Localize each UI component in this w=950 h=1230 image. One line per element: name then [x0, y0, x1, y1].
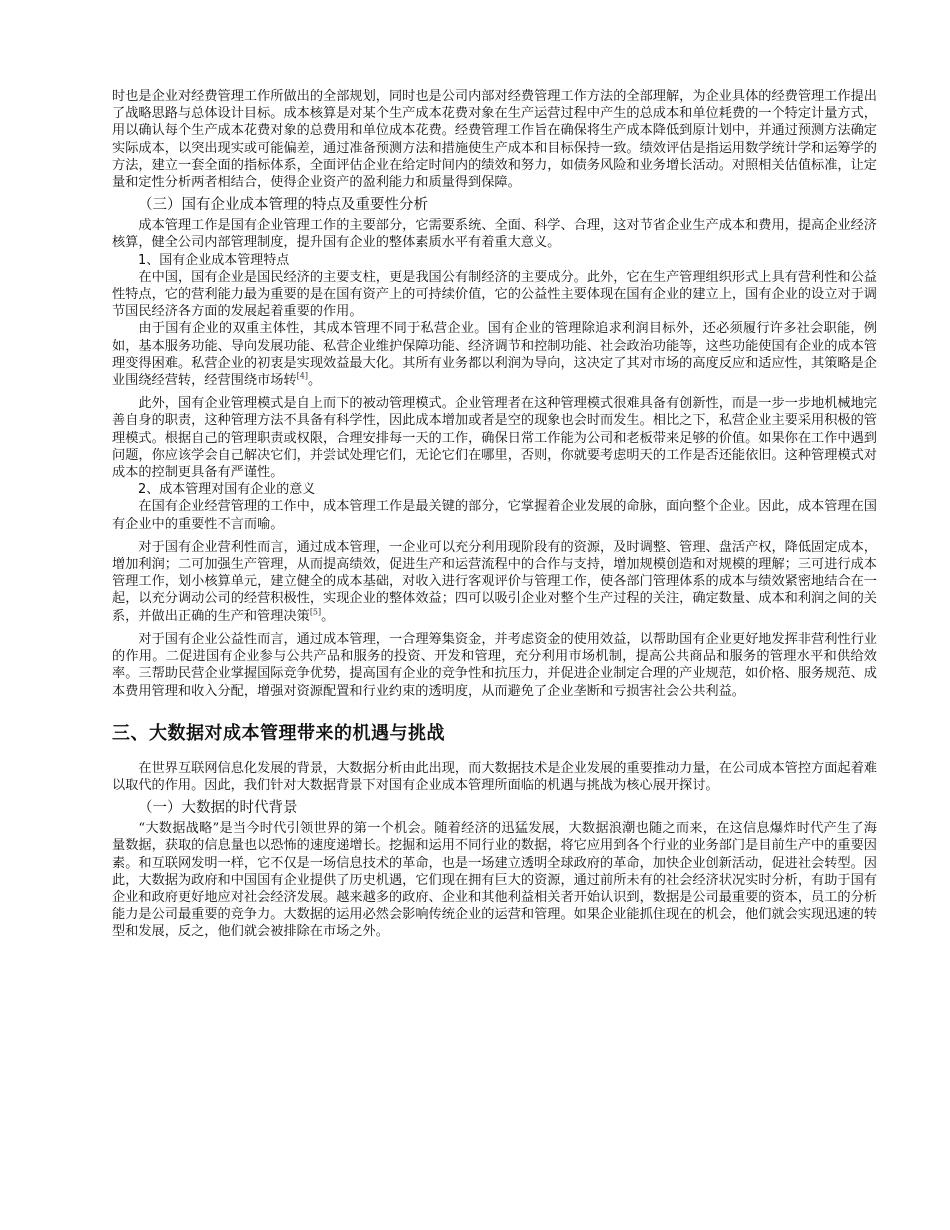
- paragraph-management-mode: 此外，国有企业管理模式是自上而下的被动管理模式。企业管理者在这种管理模式很难具备有创新性，而是一步一步地机械地完善自身的职责，这种管理方法不具备有科学性，因此成本增加或者是空的现象也会时而发生。相比之下，私营企业主要采用积极的管理模式。根据自己的管理职责或权限，合理安排每一天的工作，确保日常工作能为公司和老板带来足够的价值。如果你在工作中遇到问题，你应该学会自己解决它们，并尝试处理它们，无论它们在哪里，否则，你就要考虑明天的工作是否还能依旧。这种管理模式对成本的控制更具备有严谨性。: [112, 396, 877, 481]
- paragraph-text: 对于国有企业营利性而言，通过成本管理，一企业可以充分利用现阶段有的资源，及时调整、管理、盘活产权，降低固定成本，增加利润；二可加强生产管理，从而提高绩效，促进生产和运营流程中的合作与支持，增加规模创造和对规模的理解；三可进行成本管理工作，划小核算单元，建立健全的成本基础，对收入进行客观评价与管理工作，使各部门管理体系的成本与绩效紧密地结合在一起，以充分调动公司的经营积极性，实现企业的整体效益；四可以吸引企业对整个生产过程的关注，确定数量、成本和利润之间的关系，并做出正确的生产和管理决策: [112, 539, 877, 624]
- paragraph-text: 由于国有企业的双重主体性，其成本管理不同于私营企业。国有企业的管理除追求利润目标外，还必须履行许多社会职能，例如，基本服务功能、导向发展功能、私营企业维护保障功能、经济调节和控制功能、社会政治功能等，这些功能使国有企业的成本管理变得困难。私营企业的初衷是实现效益最大化。其所有业务都以利润为导向，这决定了其对市场的高度反应和适应性，其策略是企业围绕经营转，经营围绕市场转: [112, 321, 877, 389]
- paragraph-cost-management-intro: 成本管理工作是国有企业管理工作的主要部分，它需要系统、全面、科学、合理，这对节省企业生产成本和费用，提高企业经济核算，健全公司内部管理制度，提升国有企业的整体素质水平有着重大意义。: [112, 218, 877, 251]
- paragraph-key-part: 在国有企业经营管理的工作中，成本管理工作是最关键的部分，它掌握着企业发展的命脉，面向整个企业。因此，成本管理在国有企业中的重要性不言而喻。: [112, 499, 877, 532]
- citation-ref: [5]: [309, 607, 322, 617]
- paragraph-end-punct: 。: [307, 373, 322, 389]
- paragraph-public-welfare: 对于国有企业公益性而言，通过成本管理，一合理筹集资金，并考虑资金的使用效益，以帮助国有企业更好地发挥非营利性行业的作用。二促进国有企业参与公共产品和服务的投资、开发和管理，充分利用市场机制，提高公共商品和服务的管理水平和供给效率。三帮助民营企业掌握国际竞争优势，提高国有企业的竞争性和抗压力，并促进企业制定合理的产业规范，如价格、服务规范、成本费用管理和收入分配，增强对资源配置和行业约束的透明度，从而避免了企业垄断和亏损害社会公共利益。: [112, 631, 877, 699]
- paragraph-dual-subject: [112, 320, 877, 389]
- paragraph-continued: 时也是企业对经费管理工作所做出的全部规划，同时也是公司内部对经费管理工作方法的全部理解，为企业具体的经费管理工作提出了战略思路与总体设计目标。成本核算是对某个生产成本花费对象在生产运营过程中产生的总成本和单位耗费的一个特定计量方式，用以确认每个生产成本花费对象的总费用和单位成本花费。经费管理工作旨在确保将生产成本降低到原计划中，并通过预测方法确定实际成本，以突出现实或可能偏差，通过准备预测方法和措施使生产成本和目标保持一致。绩效评估是指运用数学统计学和运筹学的方法，建立一套全面的指标体系，全面评估企业在给定时间内的绩效和努力，如债务风险和业务增长活动。对照相关估值标准，让定量和定性分析两者相结合，使得企业资产的盈利能力和质量得到保障。: [112, 89, 877, 191]
- paragraph-big-data-strategy: “大数据战略”是当今时代引领世界的第一个机会。随着经济的迅猛发展，大数据浪潮也随之而来，在这信息爆炸时代产生了海量数据，获取的信息量也以恐怖的速度递增长。挖掘和运用不同行业的数据，将它应用到各个行业的业务部门是目前生产中的重要因素。和互联网发明一样，它不仅是一场信息技术的革命，也是一场建立透明全球政府的革命，加快企业创新活动，促进社会转型。因此，大数据为政府和中国国有企业提供了历史机遇，它们现在拥有巨大的资源，通过前所未有的社会经济状况实时分析，有助于国有企业和政府更好地应对社会经济发展。越来越多的政府、企业和其他利益相关者开始认识到，数据是公司最重要的资本，员工的分析能力是公司最重要的竞争力。大数据的运用必然会影响传统企业的运营和管理。如果企业能抓住现在的机会，他们就会实现迅速的转型和发展，反之，他们就会被排除在市场之外。: [112, 821, 877, 940]
- citation-ref: [4]: [296, 371, 308, 381]
- subheading-significance: 2、成本管理对国有企业的意义: [138, 482, 316, 498]
- section-heading-characteristics-importance: （三）国有企业成本管理的特点及重要性分析: [138, 197, 428, 214]
- paragraph-soe-pillar: 在中国，国有企业是国民经济的主要支柱，更是我国公有制经济的主要成分。此外，它在生产管理组织形式上具有营利性和公益性特点，它的营利能力最为重要的是在国有资产上的可持续价值，它的公益性主要体现在国有企业的建立上，国有企业的设立对于调节国民经济各方面的发展起着重要的作用。: [112, 269, 877, 320]
- chapter-heading-big-data: 三、大数据对成本管理带来的机遇与挑战: [112, 722, 445, 744]
- paragraph-big-data-intro: 在世界互联网信息化发展的背景，大数据分析由此出现，而大数据技术是企业发展的重要推动力量，在公司成本管控方面起着难以取代的作用。因此，我们针对大数据背景下对国有企业成本管理所面临的机遇与挑战为核心展开探讨。: [112, 760, 877, 793]
- document-page: [112, 88, 877, 941]
- subheading-characteristics: 1、国有企业成本管理特点: [138, 252, 290, 268]
- section-heading-era-background: （一）大数据的时代背景: [138, 800, 298, 817]
- paragraph-profitability: [112, 539, 877, 625]
- paragraph-end-punct: 。: [321, 608, 335, 624]
